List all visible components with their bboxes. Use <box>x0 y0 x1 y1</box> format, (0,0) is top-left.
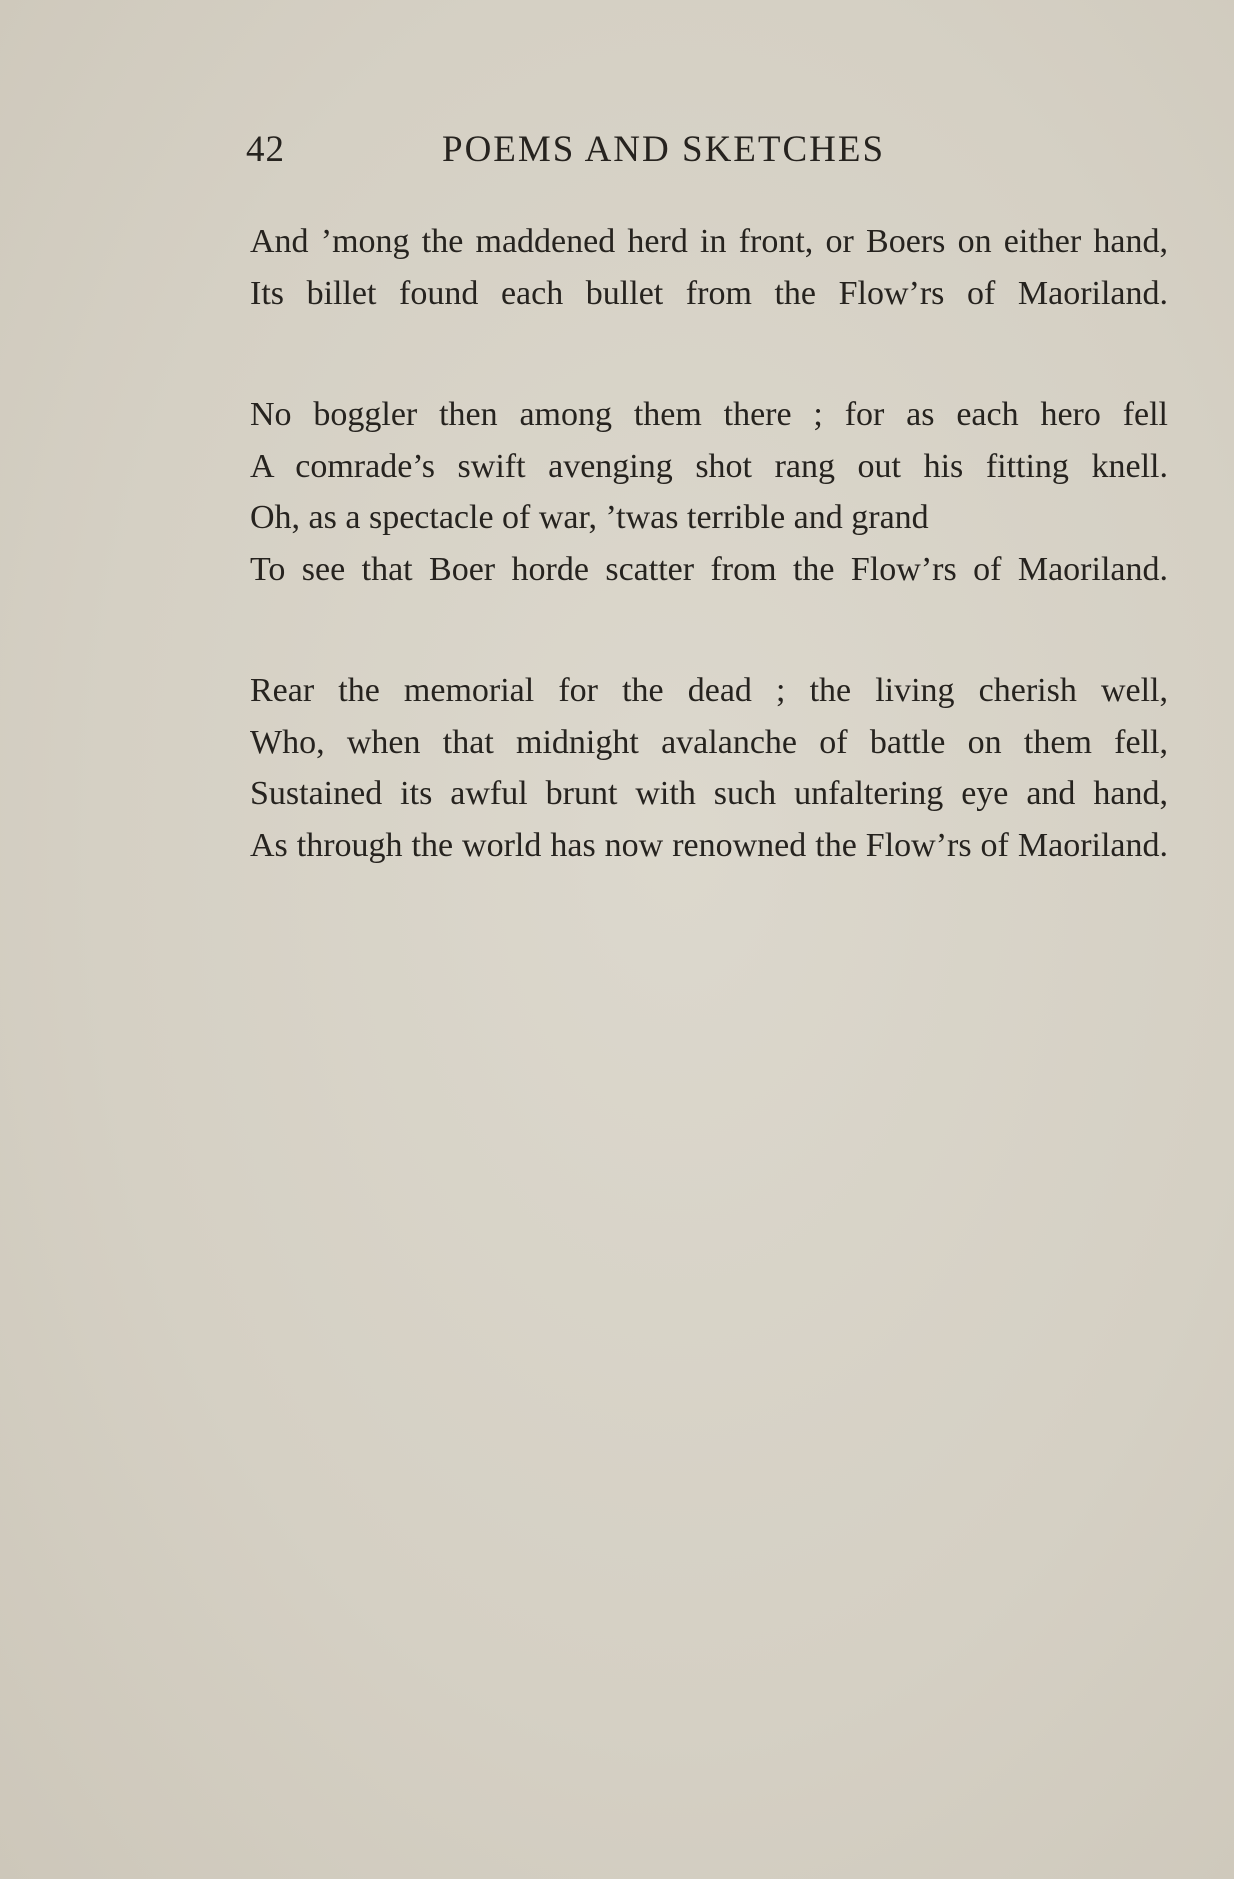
poem-line: Oh, as a spectacle of war, ’twas terrible and grand <box>250 499 929 536</box>
poem-line: Rear the memorial for the dead ; the living cherish well, <box>250 672 1168 709</box>
running-title: POEMS AND SKETCHES <box>442 129 886 170</box>
poem-line: Who, when that midnight avalanche of battle on them fell, <box>250 723 1168 761</box>
poem-body <box>250 216 1168 941</box>
page-number: 42 <box>246 129 285 170</box>
poem-line: Sustained its awful brunt with such unfaltering eye and hand, <box>250 775 1168 812</box>
poem-line: A comrade’s swift avenging shot rang out his fitting knell. <box>250 447 1168 485</box>
poem-line: No boggler then among them there ; for as each hero fell <box>250 396 1168 433</box>
stanza-2 <box>250 389 1168 595</box>
poem-line: Its billet found each bullet from the Flow’rs of Maoriland. <box>250 274 1168 312</box>
stanza-3 <box>250 665 1168 871</box>
poem-line: As through the world has now renowned the Flow’rs of Maoriland. <box>250 826 1168 864</box>
page-header <box>246 128 986 178</box>
poem-line: To see that Boer horde scatter from the Flow’rs of Maoriland. <box>250 550 1168 588</box>
stanza-1 <box>250 216 1168 319</box>
poem-line: And ’mong the maddened herd in front, or Boers on either hand, <box>250 223 1168 260</box>
